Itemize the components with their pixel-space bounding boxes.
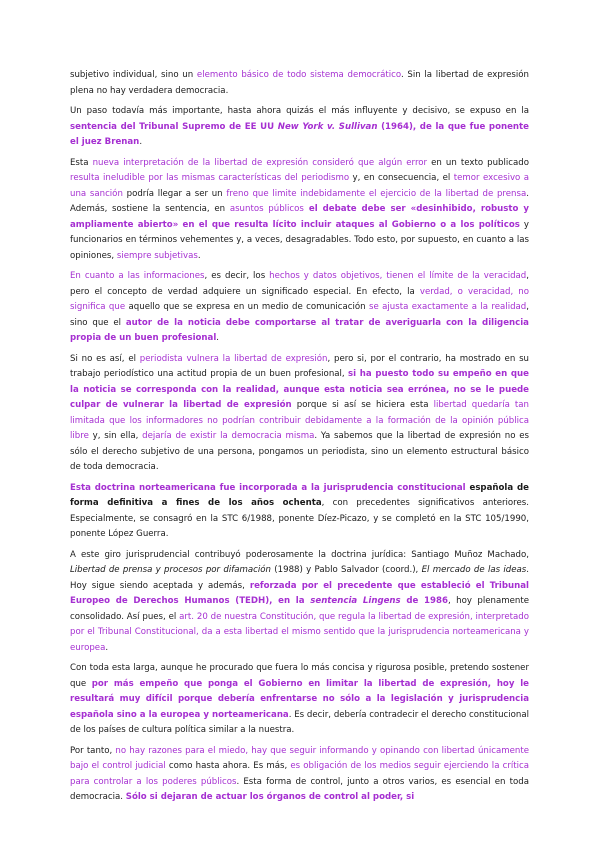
text-segment: , hoy plenamente consolidado. Así pues, el (70, 596, 529, 622)
text-segment: . (105, 642, 109, 653)
highlighted-text: asuntos públicos (229, 204, 304, 214)
text-segment: . Sin la libertad de expresión plena no hay verdadera democracia. (70, 70, 529, 96)
text-segment: , con precedentes significativos anteriores. Especialmente, se consagró en la STC 6/1988, ponente Díez-Picazo, y se completó en la STC 105/1990, ponente López Guerra. (70, 498, 529, 539)
text-segment: . (139, 137, 143, 147)
highlighted-text: temor excesivo a una sanción (70, 173, 530, 199)
text-segment: como hasta ahora. Es más, (165, 761, 291, 771)
highlighted-text: autor de la noticia debe comportarse al tratar de averiguarla con la diligencia propia de un buen profesional (70, 317, 529, 343)
highlighted-text: por más empeño que ponga el Gobierno en limitar la libertad de expresión, hoy le resultará muy difícil porque debería enfrentarse no sólo a la legislación y jurisprudencia española sino a la europea y norteamericana (70, 678, 530, 720)
text-segment: Esta (70, 157, 93, 168)
highlighted-text: si ha puesto todo su empeño en que la noticia se corresponda con la realidad, aunque esta noticia sea errónea, no se le puede culpar de vulnerar la libertad de expresión (70, 369, 529, 410)
text-segment: subjetivo individual, sino un (70, 70, 197, 80)
highlighted-text: art. 20 de nuestra Constitución, que regula la libertad de expresión, interpretado por el Tribunal Constitucional, da a esta libertad el mismo sentido que la jurisprudencia norteamericana y europea (70, 611, 529, 653)
text-segment: . (216, 333, 220, 343)
text-segment: aquello que se expresa en un medio de comunicación (125, 302, 369, 312)
highlighted-text: En cuanto a las informaciones (70, 271, 205, 281)
highlighted-text: El mercado de las ideas (421, 565, 527, 575)
highlighted-text: se ajusta exactamente a la realidad (369, 302, 527, 312)
highlighted-text: española de forma definitiva a fines de los años ochenta (70, 482, 529, 508)
highlighted-text: nueva interpretación de la libertad de expresión consideró que algún error (92, 157, 428, 168)
highlighted-text: freno que limite indebidamente el ejercicio de la libertad de prensa (226, 188, 527, 199)
text-segment: , pero el concepto de verdad adquiere un significado especial. En efecto, la (70, 271, 529, 297)
highlighted-text: hechos y datos objetivos, tienen el límite de la veracidad (269, 271, 527, 281)
highlighted-text: New York v. Sullivan (277, 121, 378, 132)
text-segment: , pero si, por el contrario, ha mostrado en su trabajo periodístico una actitud propia de un buen profesional, (70, 353, 530, 379)
text-segment: en un texto publicado (427, 157, 529, 168)
highlighted-text: verdad, o veracidad, no significa que (70, 286, 530, 312)
highlighted-text: (1964), de la que fue ponente el juez Brenan (70, 121, 529, 147)
paragraph (70, 269, 529, 347)
text-segment: . (197, 250, 201, 261)
text-segment: Por tanto, (70, 745, 116, 756)
paragraph (70, 104, 529, 151)
document-body (70, 68, 529, 811)
text-segment: , sino que el (70, 302, 529, 328)
text-segment: , es decir, los (204, 271, 270, 281)
highlighted-text: de 1986 (400, 596, 448, 606)
paragraph (70, 548, 529, 657)
paragraph (70, 744, 529, 806)
highlighted-text: dejaría de existir la democracia misma (142, 431, 315, 441)
highlighted-text: es obligación de los medios seguir ejerciendo la crítica para controlar a los poderes públicos (70, 761, 530, 787)
highlighted-text: Libertad de prensa y procesos por difamación (70, 565, 271, 575)
highlighted-text: libertad quedaría tan limitada que los informadores no podrían contribuir debidamente a la formación de la opinión pública libre (70, 400, 529, 441)
text-segment: Con toda esta larga, aunque he procurado que fuera lo más concisa y rigurosa posible, pretendo sostener que (70, 663, 529, 689)
paragraph (70, 156, 529, 265)
text-segment: Un paso todavía más importante, hasta ahora quizás el más influyente y decisivo, se expuso en la (70, 106, 529, 116)
highlighted-text: siempre subjetivas (116, 250, 198, 261)
text-segment: . Ya sabemos que la libertad de expresión no es sólo el derecho subjetivo de una persona, pongamos un periodista, sino un elemento estructural básico de toda democracia. (70, 431, 529, 472)
highlighted-text: Esta doctrina norteamericana fue incorporada a la jurisprudencia constitucional (70, 482, 466, 493)
text-segment: Si no es así, el (70, 353, 140, 364)
text-segment: . Hoy sigue siendo aceptada y además, (70, 565, 530, 591)
paragraph (70, 352, 529, 476)
highlighted-text: Sólo si dejaran de actuar los órganos de control al poder, si (125, 792, 415, 802)
paragraph (70, 481, 529, 543)
highlighted-text: elemento básico de todo sistema democrático (196, 70, 401, 80)
text-segment: A este giro jurisprudencial contribuyó poderosamente la doctrina jurídica: Santiago Muñoz Machado, (70, 549, 529, 560)
highlighted-text: sentencia del Tribunal Supremo de EE UU (70, 121, 278, 132)
text-segment: . Es decir, debería contradecir el derecho constitucional de los países de cultura política similar a la nuestra. (70, 709, 529, 735)
paragraph (70, 661, 529, 739)
highlighted-text: resulta ineludible por las mismas características del periodismo (70, 173, 350, 183)
text-segment: . Esta forma de control, junto a otros varios, es esencial en toda democracia. (70, 776, 529, 802)
highlighted-text: periodista vulnera la libertad de expresión (139, 353, 328, 364)
text-segment: . Además, sostiene la sentencia, en (70, 188, 529, 214)
highlighted-text: no hay razones para el miedo, hay que seguir informando y opinando con libertad únicamente bajo el control judicial (70, 745, 529, 771)
text-segment: y, sin ella, (88, 431, 143, 441)
paragraph (70, 68, 529, 99)
text-segment: (1988) y Pablo Salvador (coord.), (270, 565, 422, 575)
text-segment: y, en consecuencia, el (349, 173, 454, 183)
highlighted-text: sentencia Lingens (310, 596, 401, 606)
highlighted-text: el debate debe ser «desinhibido, robusto y ampliamente abierto» en el que resulta lícito incluir ataques al Gobierno o a los políticos (70, 204, 529, 230)
text-segment: porque si así se hiciera esta (291, 400, 434, 410)
text-segment: podría llegar a ser un (122, 188, 227, 199)
highlighted-text: reforzada por el precedente que estableció el Tribunal Europeo de Derechos Humanos (TEDH), en la (70, 580, 530, 606)
text-segment: y funcionarios en términos vehementes y, a veces, desagradables. Todo esto, por supuesto, en cuanto a las opiniones, (70, 219, 529, 261)
